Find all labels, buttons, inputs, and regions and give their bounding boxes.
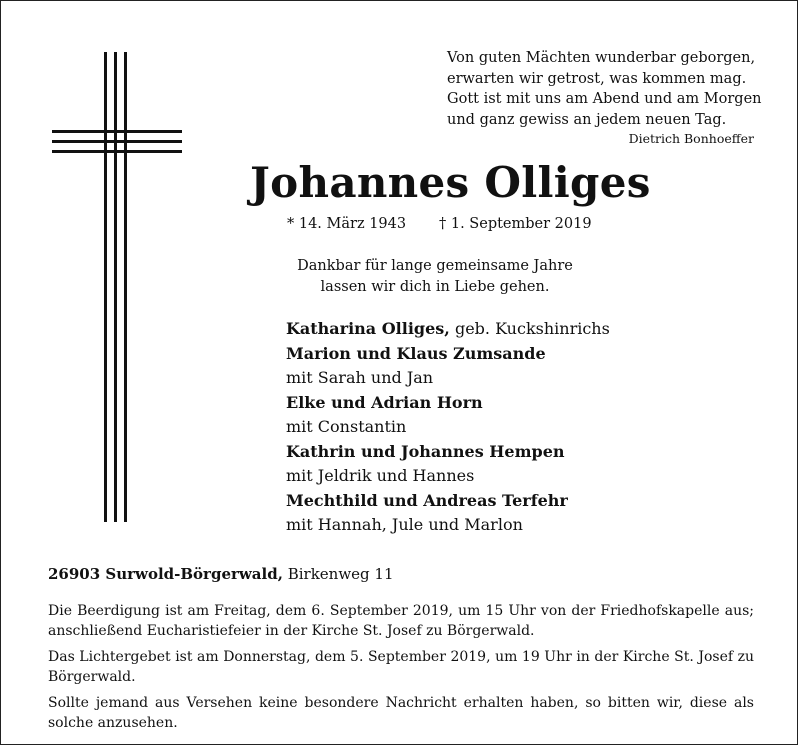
family-name: Elke und Adrian Horn	[286, 392, 483, 412]
address-street: Birkenweg 11	[282, 565, 394, 583]
funeral-notice: Die Beerdigung ist am Freitag, dem 6. September 2019, um 15 Uhr von der Friedhofskapelle aus; anschließend Eucharistiefeier in der Kirche St. Josef zu Börgerwald.	[48, 603, 754, 639]
family-name: Mechthild und Andreas Terfehr	[286, 490, 568, 510]
thanks-line: lassen wir dich in Liebe gehen.	[320, 279, 550, 295]
death-date: † 1. September 2019	[439, 216, 592, 232]
closing-note: Sollte jemand aus Versehen keine besondere Nachricht erhalten haben, so bitten wir, diese als solche anzusehen.	[48, 695, 754, 731]
birth-date: * 14. März 1943	[287, 216, 407, 232]
quote-line: Von guten Mächten wunderbar geborgen,	[447, 50, 756, 66]
quote-author: Dietrich Bonhoeffer	[628, 131, 754, 146]
bonhoeffer-quote	[447, 48, 762, 130]
family-entry	[286, 317, 610, 342]
quote-line: erwarten wir getrost, was kommen mag.	[447, 70, 747, 87]
family-name: Katharina Olliges,	[286, 319, 450, 338]
family-name: Kathrin und Johannes Hempen	[286, 441, 565, 461]
cross-icon	[52, 52, 192, 522]
family-name: Marion und Klaus Zumsande	[286, 343, 546, 363]
family-list	[286, 317, 610, 538]
thanks-line: Dankbar für lange gemeinsame Jahre	[297, 258, 573, 274]
family-sub: mit Jeldrik und Hannes	[286, 466, 475, 485]
address-city: 26903 Surwold-Börgerwald,	[48, 565, 283, 583]
prayer-notice: Das Lichtergebet ist am Donnerstag, dem 5. September 2019, um 19 Uhr in der Kirche St. Josef zu Börgerwald.	[48, 649, 754, 685]
thanks-text	[290, 256, 580, 298]
address	[48, 565, 394, 583]
quote-line: und ganz gewiss an jedem neuen Tag.	[447, 111, 727, 128]
family-detail: geb. Kuckshinrichs	[449, 319, 610, 338]
family-sub: mit Constantin	[286, 417, 407, 436]
quote-line: Gott ist mit uns am Abend und am Morgen	[447, 91, 762, 107]
deceased-name: Johannes Olliges	[250, 158, 651, 207]
family-sub: mit Hannah, Jule und Marlon	[286, 515, 523, 534]
family-sub: mit Sarah und Jan	[286, 368, 434, 387]
